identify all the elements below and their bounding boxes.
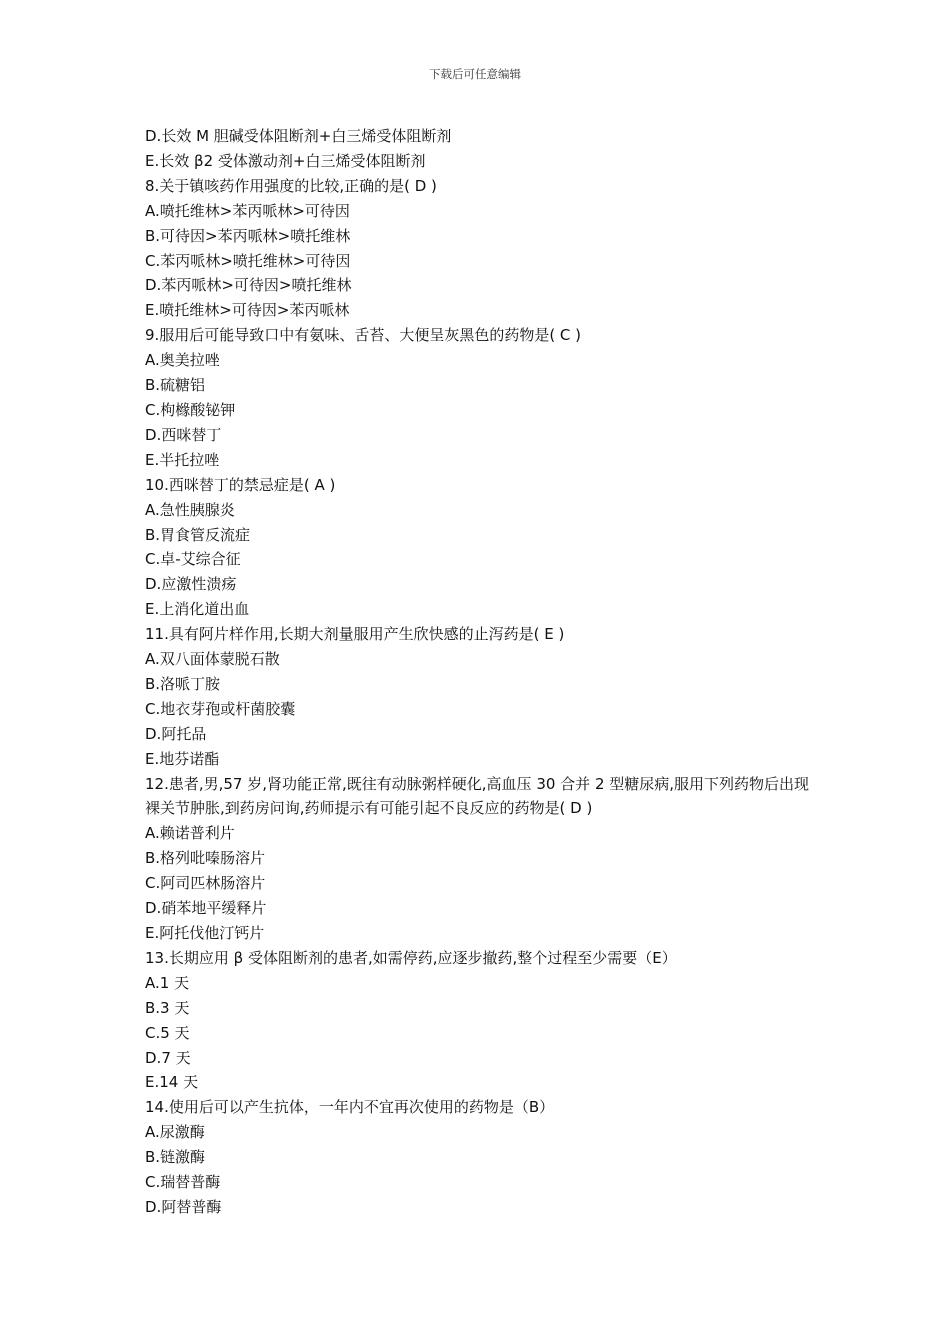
option-line: C.苯丙哌林>喷托维林>可待因: [145, 251, 351, 270]
option-line: B.硫糖铝: [145, 376, 206, 395]
question-line: 13.长期应用 β 受体阻断剂的患者,如需停药,应逐步撤药,整个过程至少需要（E）: [145, 948, 677, 967]
option-line: C.地衣芽孢或杆菌胶囊: [145, 699, 296, 718]
option-line: D.阿托品: [145, 724, 207, 743]
option-line: A.尿激酶: [145, 1123, 205, 1142]
option-line: D.西咪替丁: [145, 425, 222, 444]
question-line: 10.西咪替丁的禁忌症是( A ): [145, 475, 336, 494]
option-line: D.苯丙哌林>可待因>喷托维林: [145, 276, 352, 295]
option-line: D.7 天: [145, 1048, 191, 1067]
document-body: [145, 124, 817, 1220]
option-line: A.急性胰腺炎: [145, 500, 235, 519]
option-line: B.链激酶: [145, 1148, 206, 1167]
option-line: C.阿司匹林肠溶片: [145, 874, 266, 893]
option-line: E.喷托维林>可待因>苯丙哌林: [145, 301, 350, 320]
option-line: A.喷托维林>苯丙哌林>可待因: [145, 201, 350, 220]
option-line: C.5 天: [145, 1023, 190, 1042]
option-line: A.双八面体蒙脱石散: [145, 650, 280, 669]
option-line: C.卓-艾综合征: [145, 550, 241, 569]
question-line: 11.具有阿片样作用,长期大剂量服用产生欣快感的止泻药是( E ): [145, 625, 565, 644]
option-line: A.赖诺普利片: [145, 824, 235, 843]
option-line: E.地芬诺酯: [145, 749, 220, 768]
option-line: A.奥美拉唑: [145, 351, 220, 370]
page-header: 下载后可任意编辑: [429, 67, 521, 81]
option-line: E.14 天: [145, 1073, 199, 1092]
text-line: D.长效 M 胆碱受体阻断剂+白三烯受体阻断剂: [145, 127, 452, 145]
option-line: C.瑞替普酶: [145, 1173, 221, 1192]
option-line: B.胃食管反流症: [145, 525, 251, 544]
option-line: D.硝苯地平缓释片: [145, 899, 267, 918]
option-line: B.格列吡嗪肠溶片: [145, 849, 266, 868]
option-line: B.洛哌丁胺: [145, 674, 221, 693]
option-line: D.阿替普酶: [145, 1197, 222, 1216]
text-line: E.长效 β2 受体激动剂+白三烯受体阻断剂: [145, 151, 426, 170]
option-line: E.半托拉唑: [145, 450, 220, 469]
option-line: B.可待因>苯丙哌林>喷托维林: [145, 226, 351, 245]
option-line: A.1 天: [145, 973, 190, 992]
option-line: E.上消化道出血: [145, 600, 250, 619]
question-line: 8.关于镇咳药作用强度的比较,正确的是( D ): [145, 176, 437, 195]
option-line: C.枸橼酸铋钾: [145, 400, 236, 419]
question-line: 12.患者,男,57 岁,肾功能正常,既往有动脉粥样硬化,高血压 30 合并 2 型糖尿病,服用下列药物后出现裸关节肿胀,到药房问询,药师提示有可能引起不良反应的药物是( D ): [145, 774, 810, 818]
question-line: 9.服用后可能导致口中有氨味、舌苔、大便呈灰黑色的药物是( C ): [145, 326, 582, 345]
option-line: B.3 天: [145, 998, 190, 1017]
option-line: D.应激性溃疡: [145, 575, 237, 594]
question-line: 14.使用后可以产生抗体，一年内不宜再次使用的药物是（B）: [145, 1098, 555, 1117]
option-line: E.阿托伐他汀钙片: [145, 924, 265, 942]
